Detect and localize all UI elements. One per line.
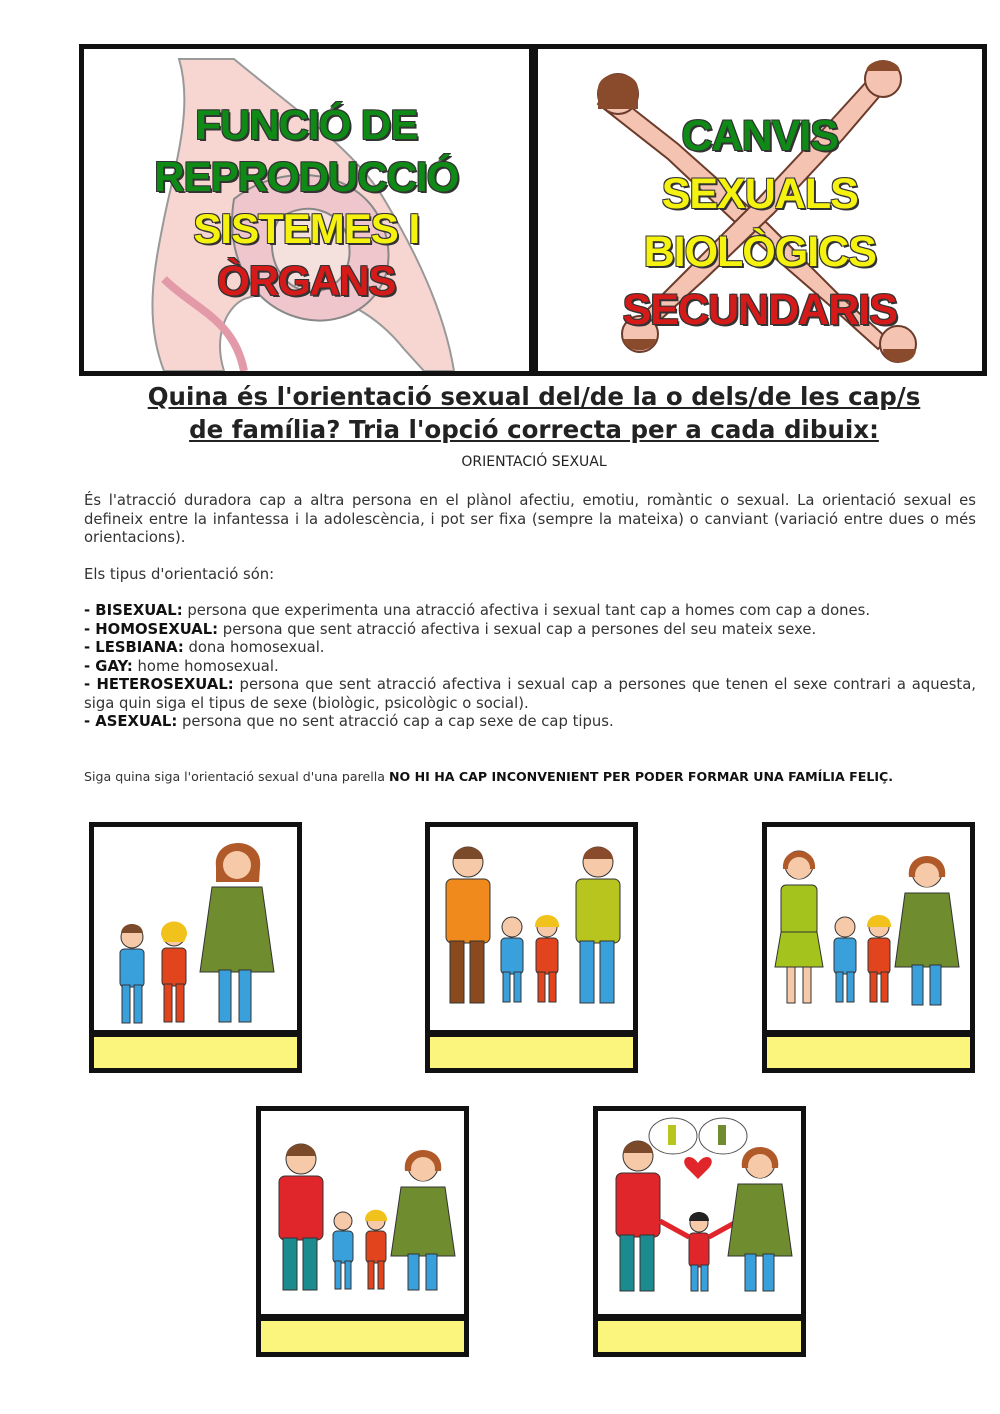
definition-heterosexual: - HETEROSEXUAL: persona que sent atracció afectiva i sexual cap a persones que tenen el sexe contrari a aquesta, siga quin siga el tipus de sexe (biològic, psicològic o social). xyxy=(84,676,976,712)
family-picture-couple-heart xyxy=(593,1106,806,1319)
banner-left-line3: SISTEMES I xyxy=(193,205,420,252)
banner-left-line4: ÒRGANS xyxy=(217,257,396,304)
banner-divider xyxy=(529,49,538,371)
family-picture-two-fathers xyxy=(425,822,638,1035)
question-title-line1: Quina és l'orientació sexual del/de la o dels/de les cap/s xyxy=(147,382,921,411)
banner-right-line1: CANVIS xyxy=(681,112,838,160)
family-picture-mother-children xyxy=(89,822,302,1035)
family-picture-father-mother xyxy=(256,1106,469,1319)
definition-gay: - GAY: home homosexual. xyxy=(84,657,279,675)
banner-left-line2: REPRODUCCIÓ xyxy=(154,153,459,200)
intro-paragraph: És l'atracció duradora cap a altra persona en el plànol afectiu, emotiu, romàntic o sexual. La orientació sexual es defineix entre la infantessa i la adolescència, i pot ser fixa (sempre la mateixa) o canviant (variació entre dues o més orientacions). xyxy=(84,492,976,546)
definition-bisexual: - BISEXUAL: persona que experimenta una atracció afectiva i sexual tant cap a homes com cap a dones. xyxy=(84,602,871,619)
header-banner xyxy=(79,44,987,376)
banner-changes-panel xyxy=(538,49,983,371)
banner-right-line2: SEXUALS xyxy=(661,170,858,218)
definition-lesbiana: - LESBIANA: dona homosexual. xyxy=(84,639,325,656)
definitions-list xyxy=(84,602,976,732)
banner-right-line4: SECUNDARIS xyxy=(622,286,897,334)
family-card-3 xyxy=(762,822,975,1072)
closing-note: Siga quina siga l'orientació sexual d'una parella NO HI HA CAP INCONVENIENT PER PODER FORMAR UNA FAMÍLIA FELIÇ. xyxy=(84,769,894,784)
answer-box-4[interactable] xyxy=(256,1316,469,1357)
family-card-4 xyxy=(256,1106,469,1356)
definition-homosexual: - HOMOSEXUAL: persona que sent atracció afectiva i sexual cap a persones del seu mateix sexe. xyxy=(84,620,817,638)
question-title xyxy=(80,380,988,446)
banner-right-line3: BIOLÒGICS xyxy=(643,228,876,276)
types-heading: Els tipus d'orientació són: xyxy=(84,566,275,583)
family-card-1 xyxy=(89,822,302,1072)
family-card-2 xyxy=(425,822,638,1072)
banner-left-line1: FUNCIÓ DE xyxy=(195,101,418,148)
definition-asexual: - ASEXUAL: persona que no sent atracció cap a cap sexe de cap tipus. xyxy=(84,713,614,730)
banner-reproduction-panel xyxy=(84,49,529,371)
family-card-5 xyxy=(593,1106,806,1356)
question-title-line2: de família? Tria l'opció correcta per a cada dibuix: xyxy=(189,415,879,444)
answer-box-2[interactable] xyxy=(425,1032,638,1073)
answer-box-5[interactable] xyxy=(593,1316,806,1357)
answer-box-3[interactable] xyxy=(762,1032,975,1073)
answer-box-1[interactable] xyxy=(89,1032,302,1073)
section-heading: ORIENTACIÓ SEXUAL xyxy=(461,454,607,470)
family-picture-two-mothers xyxy=(762,822,975,1035)
